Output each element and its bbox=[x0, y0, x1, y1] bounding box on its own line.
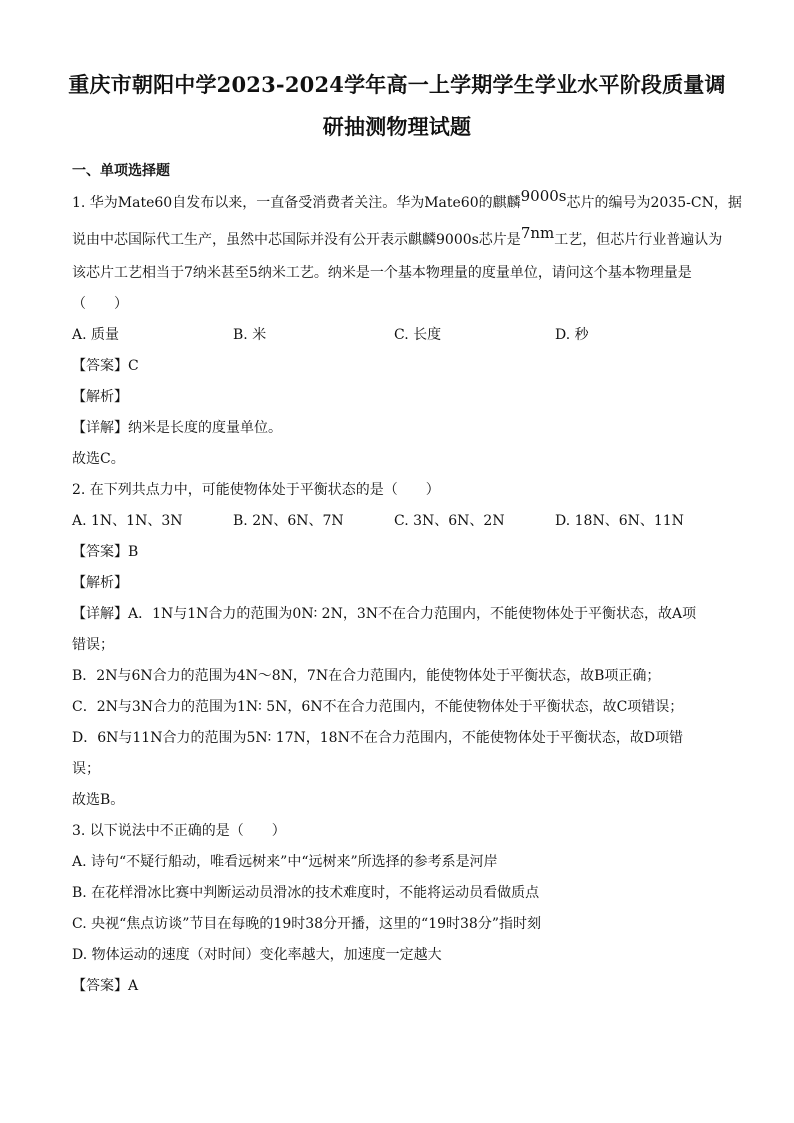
option-a: A. 诗句“不疑行船动，唯看远树来”中“远树来”所选择的参考系是河岸 bbox=[72, 854, 498, 870]
detail-text: 【详解】纳米是长度的度量单位。 bbox=[72, 420, 282, 436]
option-d: D. 秒 bbox=[555, 327, 589, 343]
question-1-line-2 bbox=[72, 221, 722, 258]
question-1-line-1 bbox=[72, 184, 742, 221]
q1-text: 1. 华为Mate60自发布以来，一直备受消费者关注。华为Mate60的麒麟 bbox=[72, 195, 521, 211]
q1-process-node: 7nm bbox=[520, 224, 555, 242]
detail-text: 错误； bbox=[72, 637, 114, 653]
answer-label: 【答案】C bbox=[72, 358, 139, 374]
option-d: D. 18N、6N、11N bbox=[555, 513, 684, 529]
option-d: D. 物体运动的速度（对时间）变化率越大，加速度一定越大 bbox=[72, 947, 442, 963]
answer-label: 【答案】B bbox=[72, 544, 139, 560]
option-c: C. 长度 bbox=[394, 327, 442, 343]
question-1-line-4: （ ） bbox=[72, 296, 128, 312]
detail-text: C．2N与3N合力的范围为1N∶ 5N，6N不在合力范围内，不能使物体处于平衡状态，故C项错误； bbox=[72, 699, 684, 715]
question-2-options bbox=[72, 506, 722, 537]
conclusion-text: 故选B。 bbox=[72, 792, 125, 808]
option-b: B. 在花样滑冰比赛中判断运动员滑冰的技术难度时，不能将运动员看做质点 bbox=[72, 885, 540, 901]
analysis-label: 【解析】 bbox=[72, 575, 128, 591]
detail-text: 误； bbox=[72, 761, 100, 777]
detail-text: B．2N与6N合力的范围为4N～8N，7N在合力范围内，能使物体处于平衡状态，故B项正确； bbox=[72, 668, 661, 684]
question-3-stem: 3. 以下说法中不正确的是（ ） bbox=[72, 823, 286, 839]
option-c: C. 央视“焦点访谈”节目在每晚的19时38分开播，这里的“19时38分”指时刻 bbox=[72, 916, 541, 932]
page-title: 重庆市朝阳中学2023-2024学年高一上学期学生学业水平阶段质量调 bbox=[68, 72, 726, 97]
q1-chip-model: 9000s bbox=[520, 187, 567, 205]
question-2-stem: 2. 在下列共点力中，可能使物体处于平衡状态的是（ ） bbox=[72, 482, 440, 498]
option-a: A. 1N、1N、3N bbox=[72, 513, 183, 529]
detail-text: D．6N与11N合力的范围为5N∶ 17N，18N不在合力范围内，不能使物体处于平衡状态，故D项错 bbox=[72, 730, 684, 746]
question-1-options bbox=[72, 320, 722, 351]
q1-text: 芯片的编号为2035-CN，据 bbox=[566, 195, 742, 211]
analysis-label: 【解析】 bbox=[72, 389, 128, 405]
option-a: A. 质量 bbox=[72, 327, 120, 343]
q1-text: 工艺，但芯片行业普遍认为 bbox=[554, 232, 723, 248]
option-b: B. 米 bbox=[233, 327, 267, 343]
q1-text: 说由中芯国际代工生产，虽然中芯国际并没有公开表示麒麟9000s芯片是 bbox=[72, 232, 521, 248]
section-heading: 一、单项选择题 bbox=[72, 163, 170, 179]
page-title-line2: 研抽测物理试题 bbox=[322, 114, 472, 139]
option-c: C. 3N、6N、2N bbox=[394, 513, 505, 529]
answer-label: 【答案】A bbox=[72, 978, 139, 994]
detail-text: 【详解】A．1N与1N合力的范围为0N∶ 2N，3N不在合力范围内，不能使物体处于平衡状态，故A项 bbox=[72, 606, 697, 622]
option-b: B. 2N、6N、7N bbox=[233, 513, 344, 529]
conclusion-text: 故选C。 bbox=[72, 451, 125, 467]
question-1-line-3: 该芯片工艺相当于7纳米甚至5纳米工艺。纳米是一个基本物理量的度量单位，请问这个基本物理量是 bbox=[72, 265, 692, 281]
